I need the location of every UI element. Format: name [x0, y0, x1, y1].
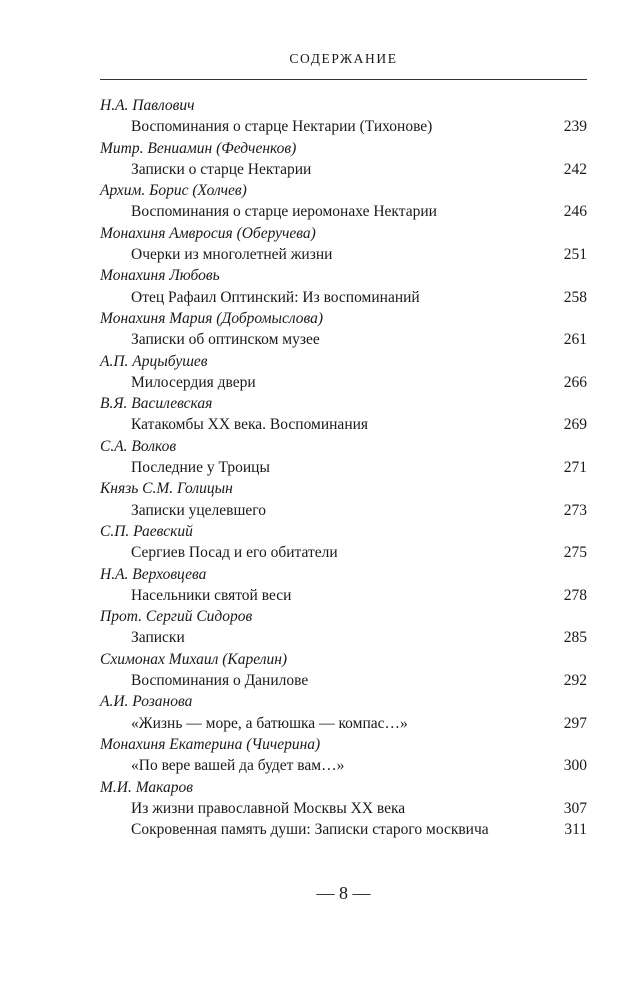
toc-entry-page: 266 — [563, 373, 587, 391]
toc-entry-title: Воспоминания о старце иеромонахе Нектарии — [131, 203, 437, 221]
toc-entry-title: Отец Рафаил Оптинский: Из воспоминаний — [131, 288, 420, 306]
toc-entry-title: Воспоминания о старце Нектарии (Тихонове) — [131, 118, 433, 136]
toc-entry-page: 251 — [563, 246, 587, 264]
toc-entry-title: Очерки из многолетней жизни — [131, 246, 333, 264]
toc-entry-page: 292 — [563, 672, 587, 690]
toc-entry-title: Записки о старце Нектарии — [131, 160, 312, 178]
toc-entry[interactable] — [100, 329, 587, 350]
toc-entry-title: Сокровенная память души: Записки старого москвича — [131, 821, 489, 839]
toc-entry-title: Милосердия двери — [131, 373, 256, 391]
toc-entry[interactable] — [100, 755, 587, 776]
toc-author: Митр. Вениамин (Федченков) — [100, 139, 297, 157]
toc-author: С.А. Волков — [100, 437, 177, 455]
toc-author: А.И. Розанова — [100, 693, 193, 711]
toc-entry[interactable] — [100, 414, 587, 435]
toc-author: Монахиня Амвросия (Оберучева) — [100, 224, 316, 242]
toc-entry-page: 275 — [563, 544, 587, 562]
toc-entry-title: Записки — [131, 629, 185, 647]
toc-entry-page: 273 — [563, 501, 587, 519]
toc-entry-title: Сергиев Посад и его обитатели — [131, 544, 338, 562]
toc-entry-page: 311 — [564, 821, 587, 839]
toc-entry-title: Записки об оптинском музее — [131, 331, 320, 349]
toc-entry-title: Из жизни православной Москвы XX века — [131, 799, 406, 817]
toc-author: Прот. Сергий Сидоров — [100, 608, 253, 626]
toc-entry-page: 239 — [563, 118, 587, 136]
toc-entry[interactable] — [100, 457, 587, 478]
toc-entry-page: 258 — [563, 288, 587, 306]
toc-entry[interactable] — [100, 500, 587, 521]
toc-author: В.Я. Василевская — [100, 395, 213, 413]
toc-author: Архим. Борис (Холчев) — [100, 182, 247, 200]
page-number: — 8 — — [316, 883, 371, 903]
toc-entry[interactable] — [100, 201, 587, 222]
toc-entry-title: «Жизнь — море, а батюшка — компас…» — [131, 714, 408, 732]
toc-entry[interactable] — [100, 244, 587, 265]
toc-author: Князь С.М. Голицын — [100, 480, 233, 498]
toc-author: Монахиня Любовь — [100, 267, 220, 285]
toc-entry[interactable] — [100, 585, 587, 606]
toc-entry[interactable] — [100, 713, 587, 734]
toc-entry-page: 261 — [563, 331, 587, 349]
toc-entry[interactable] — [100, 819, 587, 840]
toc-entry[interactable] — [100, 287, 587, 308]
table-of-contents — [100, 95, 587, 840]
toc-entry-page: 269 — [563, 416, 587, 434]
toc-entry-title: Насельники святой веси — [131, 586, 292, 604]
toc-author: Схимонах Михаил (Карелин) — [100, 650, 288, 668]
toc-entry-page: 246 — [563, 203, 587, 221]
toc-entry-title: Катакомбы XX века. Воспоминания — [131, 416, 369, 434]
toc-entry[interactable] — [100, 116, 587, 137]
toc-entry[interactable] — [100, 627, 587, 648]
toc-author: Монахиня Мария (Добромыслова) — [100, 309, 324, 327]
header-rule — [100, 79, 587, 80]
toc-author: М.И. Макаров — [100, 778, 194, 796]
toc-entry-title: Последние у Троицы — [131, 459, 270, 477]
toc-entry-title: Записки уцелевшего — [131, 501, 267, 519]
toc-entry-page: 271 — [563, 459, 587, 477]
toc-entry[interactable] — [100, 159, 587, 180]
toc-entry-title: Воспоминания о Данилове — [131, 672, 309, 690]
toc-entry-page: 242 — [563, 160, 587, 178]
toc-entry-page: 297 — [563, 714, 587, 732]
toc-entry-page: 285 — [563, 629, 587, 647]
toc-author: Н.А. Павлович — [100, 97, 195, 114]
toc-author: С.П. Раевский — [100, 522, 193, 540]
toc-author: Монахиня Екатерина (Чичерина) — [100, 735, 321, 753]
toc-entry-page: 307 — [563, 799, 587, 817]
toc-entry-page: 278 — [563, 586, 587, 604]
toc-entry[interactable] — [100, 798, 587, 819]
toc-entry[interactable] — [100, 542, 587, 563]
toc-entry-title: «По вере вашей да будет вам…» — [131, 757, 345, 775]
toc-entry[interactable] — [100, 372, 587, 393]
toc-author: А.П. Арцыбушев — [100, 352, 208, 370]
toc-entry[interactable] — [100, 670, 587, 691]
toc-entry-page: 300 — [563, 757, 587, 775]
running-header: СОДЕРЖАНИЕ — [289, 51, 398, 66]
toc-author: Н.А. Верховцева — [100, 565, 207, 583]
